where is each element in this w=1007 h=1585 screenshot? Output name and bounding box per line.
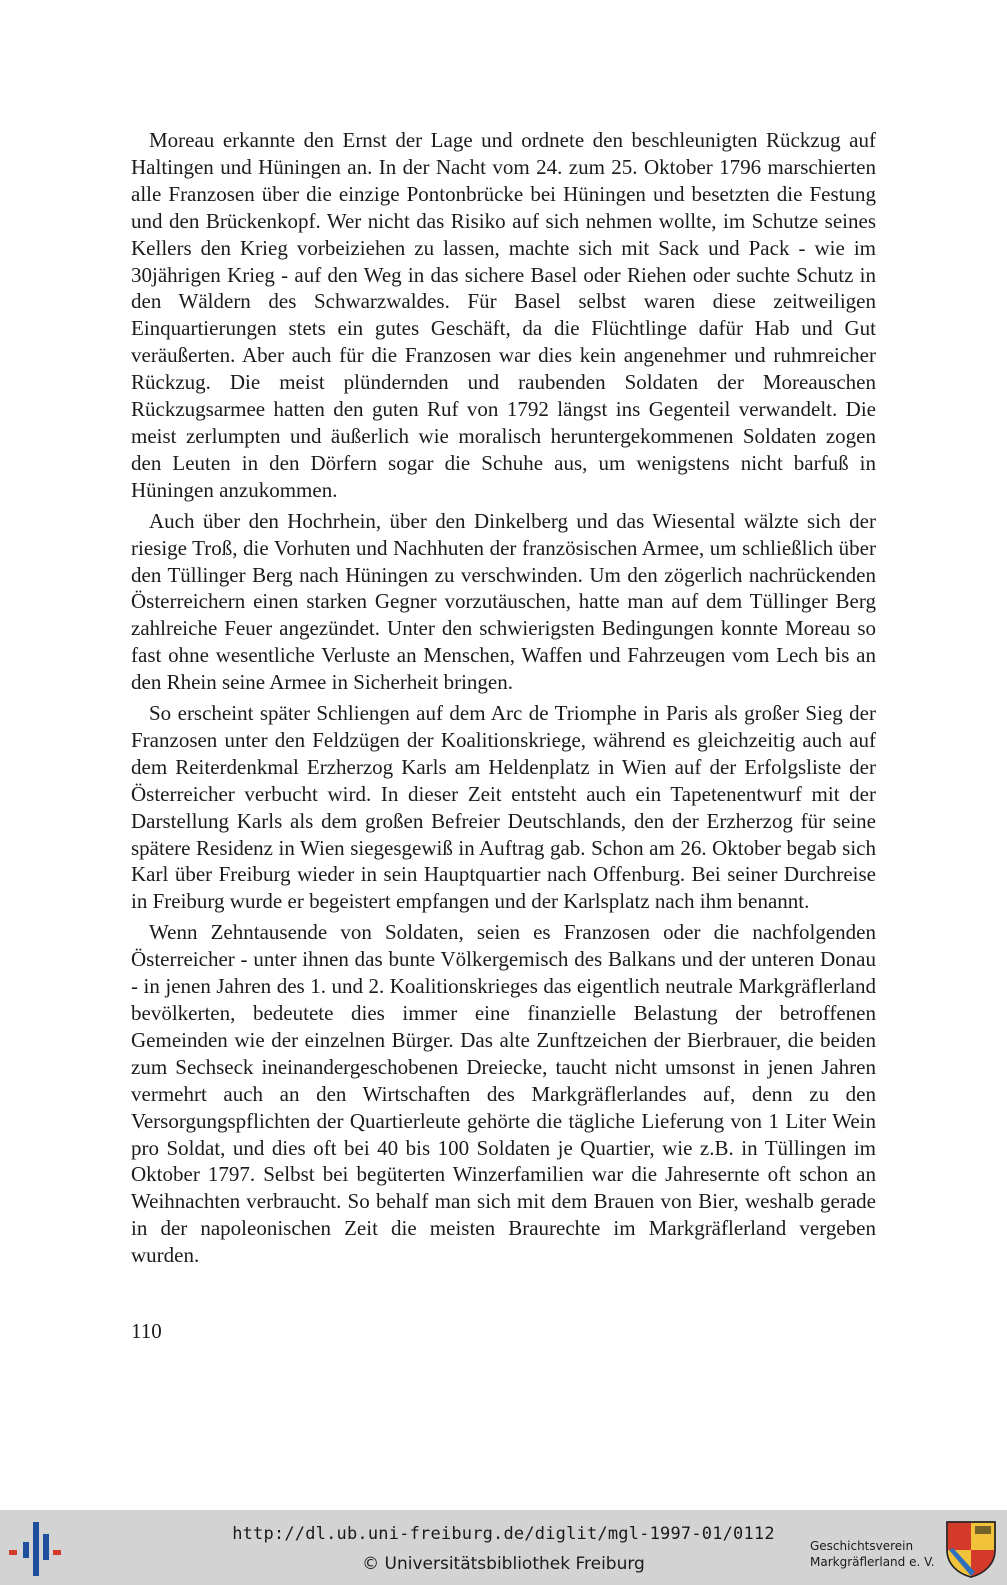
- page-number: 110: [131, 1319, 162, 1343]
- society-name: [810, 1538, 936, 1570]
- footer-bar: [0, 1510, 1007, 1585]
- body-text: [131, 127, 876, 1269]
- paragraph-4: Wenn Zehntausende von Soldaten, seien es Franzosen oder die nachfolgenden Österreicher - unter ihnen das bunte Völkergemisch des Balkans und der unteren Donau - in jenen Jahren des 1. und 2. Koalitionskrieges das eigentlich neutrale Markgräflerland bevölkerten, bedeutete dies immer eine finanzielle Belastung der betroffenen Gemeinden wie der einzelnen Bürger. Das alte Zunftzeichen der Bierbrauer, die beiden zum Sechseck ineinandergeschobenen Dreiecke, taucht nicht umsonst in jenen Jahren vermehrt auch an den Wirtschaften des Markgräflerlandes auf, denn zu den Versorgungspflichten der Quartierleute gehörte die tägliche Lieferung von 1 Liter Wein pro Soldat, und dies oft bei 40 bis 100 Soldaten je Quartier, wie z.B. in Tüllingen im Oktober 1797. Selbst bei begüterten Winzerfamilien war die Jahresernte oft schon an Weihnachten verbraucht. So behalf man sich mit dem Brauen von Bier, weshalb gerade in der napoleonischen Zeit die meisten Braurechte im Markgräflerland vergeben wurden.: [131, 920, 876, 1268]
- copyright-notice: © Universitätsbibliothek Freiburg: [362, 1554, 645, 1574]
- coat-of-arms-icon: [945, 1520, 997, 1578]
- society-line-1: Geschichtsverein: [810, 1539, 914, 1553]
- paragraph-2: Auch über den Hochrhein, über den Dinkelberg und das Wiesental wälzte sich der riesige Troß, die Vorhuten und Nachhuten der französischen Armee, um schließlich über den Tüllinger Berg nach Hüningen zu verschwinden. Um den zögerlich nachrückenden Österreichern einen starken Gegner vorzutäuschen, hatte man auf dem Tüllinger Berg zahlreiche Feuer angezündet. Unter den schwierigsten Bedingungen konnte Moreau so fast ohne wesentliche Verluste an Menschen, Waffen und Fahrzeugen vom Lech bis an den Rhein seine Armee in Sicherheit bringen.: [131, 508, 876, 695]
- paragraph-3: So erscheint später Schliengen auf dem Arc de Triomphe in Paris als großer Sieg der Franzosen unter den Feldzügen der Koalitionskriege, während es gleichzeitig auch auf dem Reiterdenkmal Erzherzog Karls am Heldenplatz in Wien auf der Erfolgsliste der Österreicher verbucht wird. In dieser Zeit entsteht auch ein Tapetenentwurf mit der Darstellung Karls als dem großen Befreier Deutschlands, den der Erzherzog für seine spätere Residenz in Wien siegesgewiß in Auftrag gab. Schon am 26. Oktober begab sich Karl über Freiburg wieder in sein Hauptquartier nach Offenburg. Bei seiner Durchreise in Freiburg wurde er begeistert empfangen und der Karlsplatz nach ihm benannt.: [131, 701, 876, 914]
- document-url-link[interactable]: http://dl.ub.uni-freiburg.de/diglit/mgl-1997-01/0112: [232, 1524, 775, 1544]
- society-line-2: Markgräflerland e. V.: [810, 1555, 935, 1569]
- paragraph-1: Moreau erkannte den Ernst der Lage und ordnete den beschleunigten Rückzug auf Haltingen und Hüningen an. In der Nacht vom 24. zum 25. Oktober 1796 marschierten alle Franzosen über die einzige Pontonbrücke bei Hüningen und besetzten die Festung und den Brückenkopf. Wer nicht das Risiko auf sich nehmen wollte, im Schutze seines Kellers den Krieg vorbeiziehen zu lassen, machte sich mit Sack und Pack - wie im 30jährigen Krieg - auf den Weg in das sichere Basel oder Riehen oder suchte Schutz in den Wäldern des Schwarzwaldes. Für Basel selbst waren diese zeitweiligen Einquartierungen stets ein gutes Geschäft, da die Flüchtlinge dafür Hab und Gut veräußerten. Aber auch für die Franzosen war dies kein angenehmer und ruhmreicher Rückzug. Die meist plündernden und raubenden Soldaten der Moreauschen Rückzugsarmee hatten den guten Ruf von 1792 längst ins Gegenteil verwandelt. Die meist zerlumpten und äußerlich wie moralisch heruntergekommenen Soldaten zogen den Leuten in den Dörfern sogar die Schuhe aus, um wenigstens nicht barfuß in Hüningen anzukommen.: [131, 128, 876, 502]
